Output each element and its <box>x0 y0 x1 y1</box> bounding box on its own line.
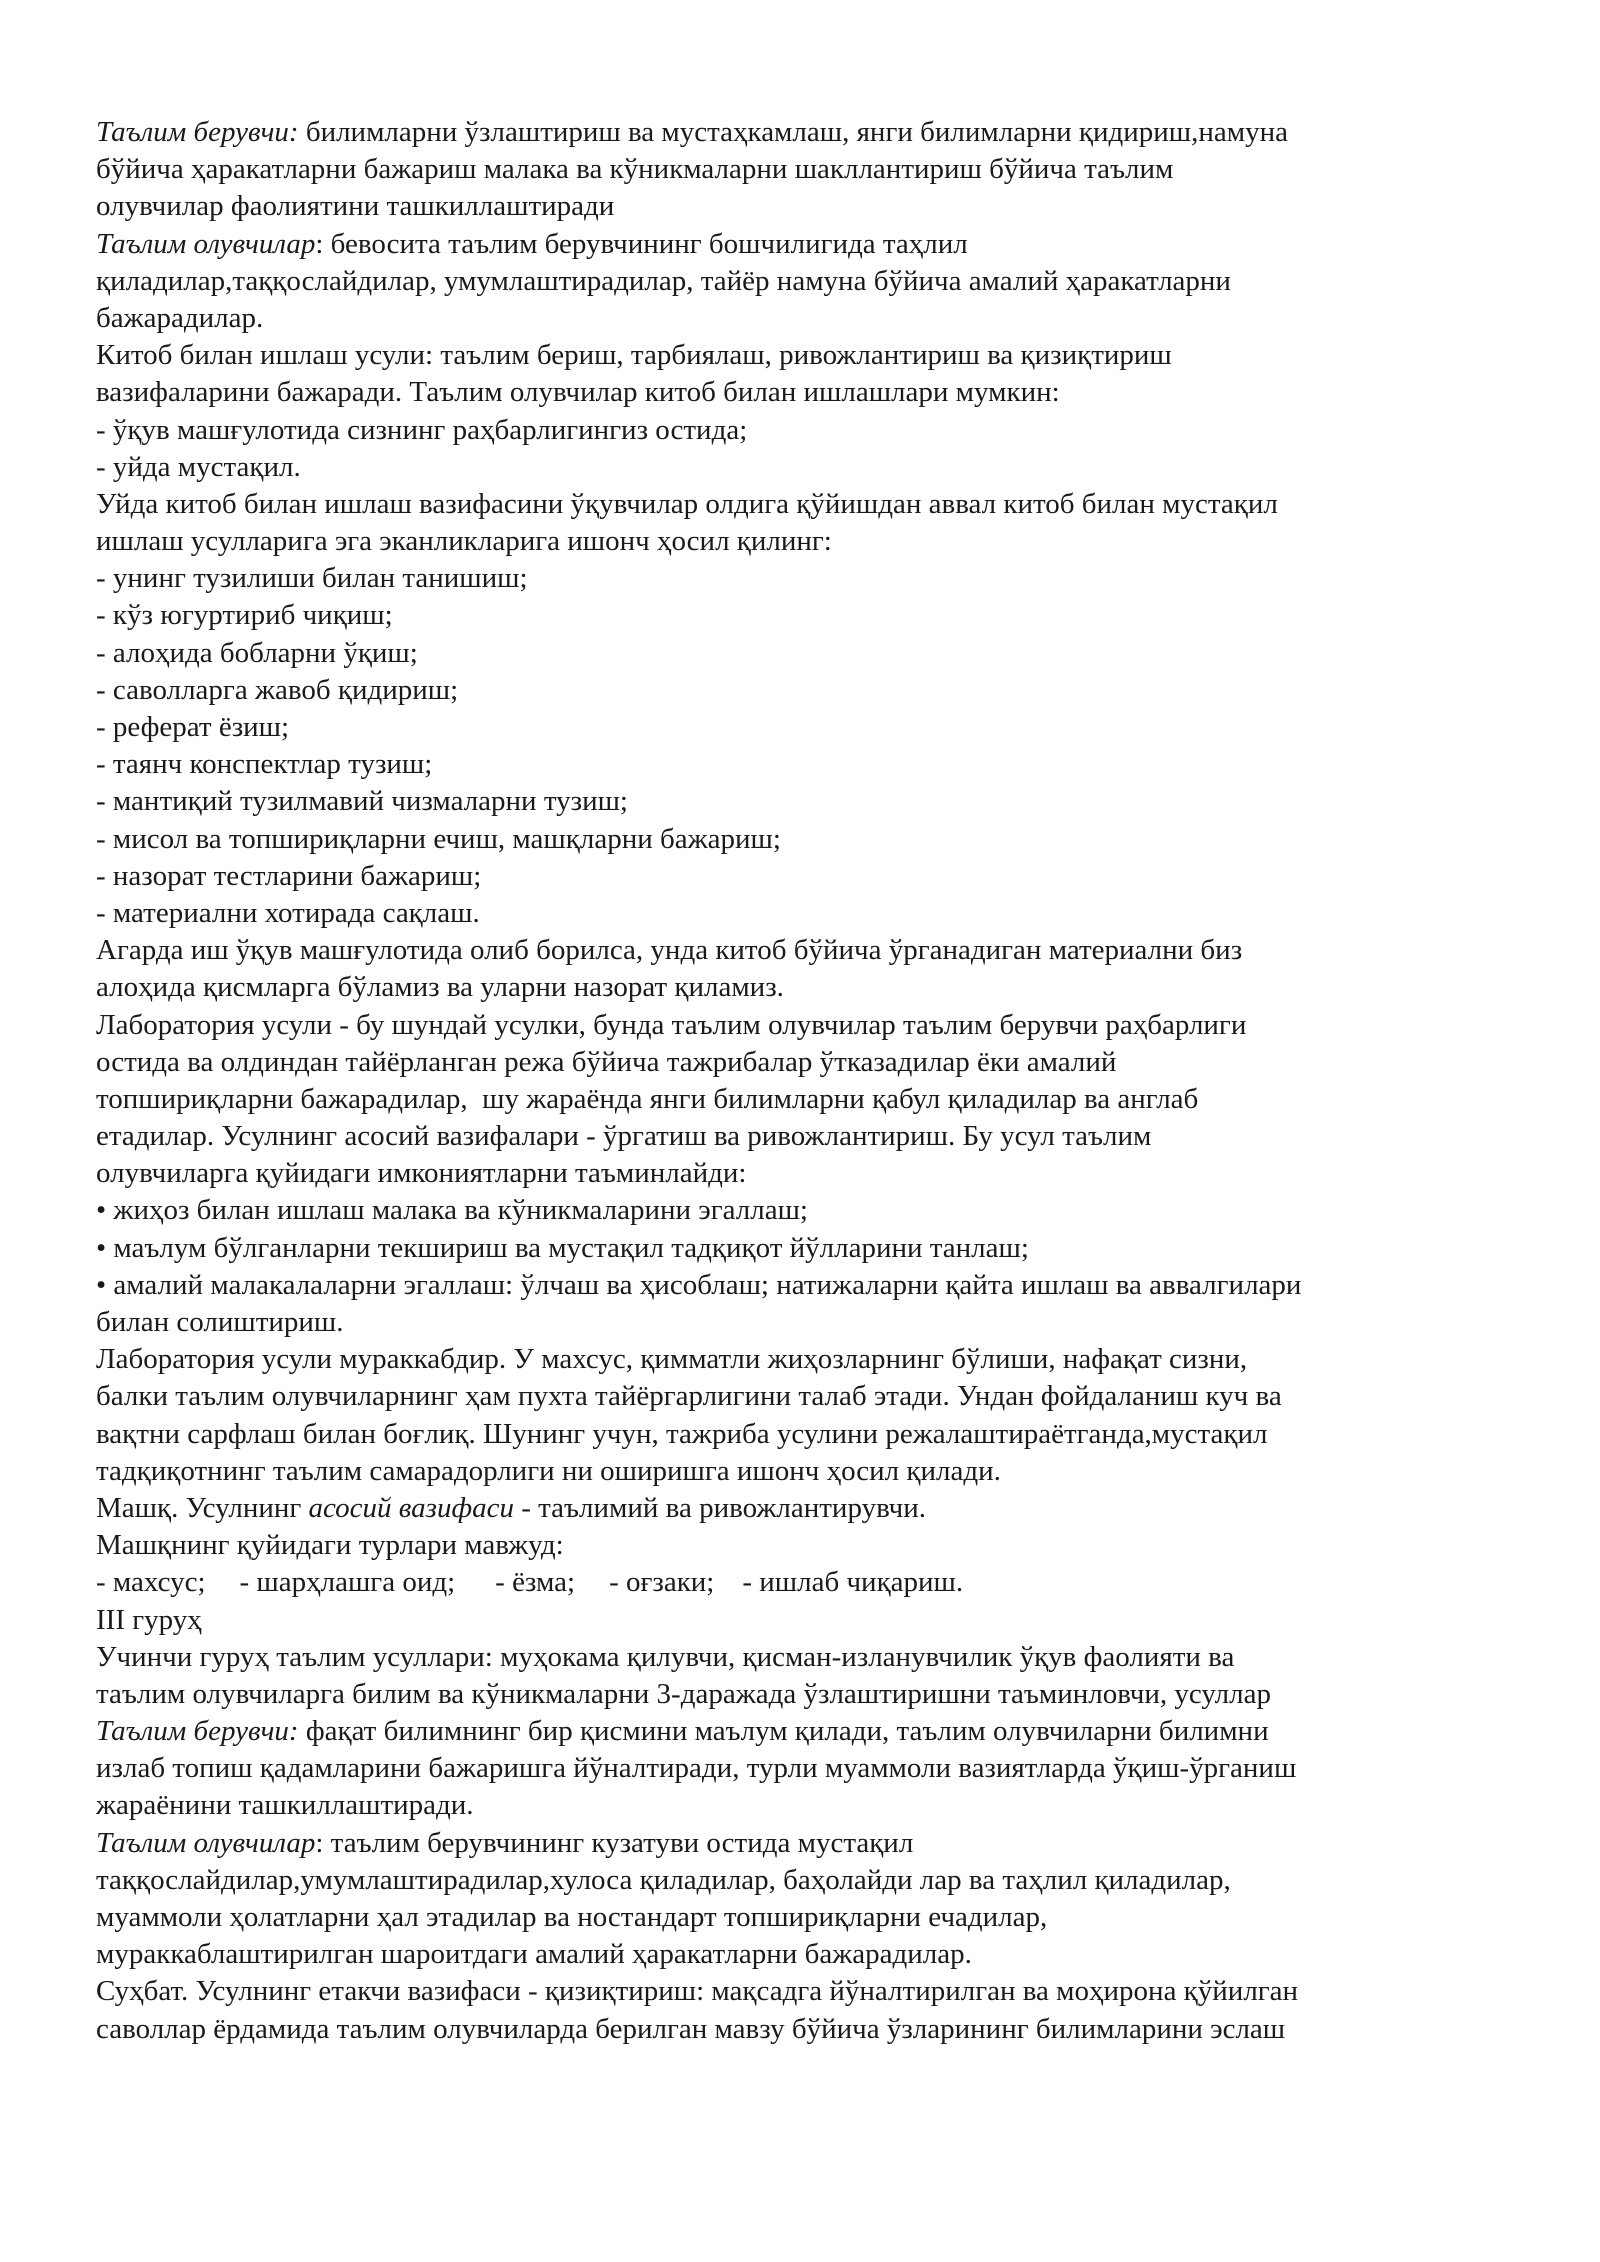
exercise-type-item: - ишлаб чиқариш. <box>742 1566 964 1599</box>
text-line <box>96 449 1496 486</box>
text-line <box>96 1899 1496 1936</box>
text-run: билимларни ўзлаштириш ва мустаҳкамлаш, янги билимларни қидириш,намуна <box>298 116 1288 148</box>
text-run: • маълум бўлганларни текшириш ва мустақил тадқиқот йўлларини танлаш; <box>96 1231 1029 1264</box>
text-line <box>96 1044 1496 1081</box>
text-run: излаб топиш қадамларини бажаришга йўналтиради, турли муаммоли вазиятларда ўқиш-ўрганиш <box>96 1752 1297 1785</box>
text-run: таълим олувчиларга билим ва кўникмаларни 3-даражада ўзлаштиришни таъминловчи, усуллар <box>96 1677 1271 1710</box>
text-line <box>96 858 1496 895</box>
text-run: топшириқларни бажарадилар, шу жараёнда янги билимларни қабул қиладилар ва англаб <box>96 1082 1199 1115</box>
text-run: алоҳида қисмларга бўламиз ва уларни назорат қиламиз. <box>96 971 784 1004</box>
text-line <box>96 672 1496 709</box>
document-page <box>96 114 1496 2048</box>
text-run: вазифаларини бажаради. Таълим олувчилар китоб билан ишлашлари мумкин: <box>96 376 1060 409</box>
text-line <box>96 1378 1496 1415</box>
text-line <box>96 1453 1496 1490</box>
text-run: бажарадилар. <box>96 301 264 334</box>
italic-term: Таълим берувчи: <box>96 1715 299 1748</box>
text-run: жараёнини ташкиллаштиради. <box>96 1789 474 1822</box>
text-run: олувчиларга қуйидаги имкониятларни таъминлайди: <box>96 1157 747 1190</box>
text-line <box>96 1341 1496 1378</box>
text-line <box>96 1490 1496 1527</box>
text-run: остида ва олдиндан тайёрланган режа бўйича тажрибалар ўтказадилар ёки амалий <box>96 1045 1117 1078</box>
text-run: - кўз югуртириб чиқиш; <box>96 599 393 632</box>
text-line <box>96 337 1496 374</box>
text-line <box>96 1007 1496 1044</box>
text-run: Машқ. Усулнинг <box>96 1491 309 1524</box>
text-run: Машқнинг қуйидаги турлари мавжуд: <box>96 1529 564 1562</box>
text-run: : таълим берувчининг кузатуви остида мустақил <box>315 1826 914 1859</box>
text-run: - таълимий ва ривожлантирувчи. <box>513 1491 927 1524</box>
text-run: - назорат тестларини бажариш; <box>96 859 482 892</box>
text-line <box>96 1192 1496 1229</box>
text-line <box>96 1155 1496 1192</box>
text-line <box>96 1862 1496 1899</box>
text-run: - саволларга жавоб қидириш; <box>96 673 459 706</box>
text-run: саволлар ёрдамида таълим олувчиларда берилган мавзу бўйича ўзларининг билимларини эслаш <box>96 2012 1286 2045</box>
text-line <box>96 523 1496 560</box>
text-run: фақат билимнинг бир қисмини маълум қилади, таълим олувчиларни билимни <box>298 1715 1269 1748</box>
text-run: олувчилар фаолиятини ташкиллаштиради <box>96 190 615 223</box>
text-line <box>96 1081 1496 1118</box>
text-run: • амалий малакалаларни эгаллаш: ўлчаш ва ҳисоблаш; натижаларни қайта ишлаш ва аввалгилари <box>96 1268 1302 1301</box>
text-line <box>96 263 1496 300</box>
text-line <box>96 1527 1496 1564</box>
exercise-type-item: - ёзма; <box>495 1566 576 1599</box>
text-run: билан солиштириш. <box>96 1306 344 1338</box>
text-run: муаммоли ҳолатларни ҳал этадилар ва ностандарт топшириқларни ечадилар, <box>96 1901 1048 1933</box>
text-run: қиладилар,таққослайдилар, умумлаштирадилар, тайёр намуна бўйича амалий ҳаракатларни <box>96 264 1231 297</box>
exercise-type-item: - оғзаки; <box>609 1566 715 1599</box>
text-run: - мисол ва топшириқларни ечиш, машқларни бажариш; <box>96 822 781 855</box>
text-line <box>96 1676 1496 1713</box>
text-line <box>96 1118 1496 1155</box>
text-run: ишлаш усулларига эга эканликларига ишонч ҳосил қилинг: <box>96 525 832 558</box>
text-run: - ўқув машғулотида сизнинг раҳбарлигингиз остида; <box>96 413 748 446</box>
text-run: мураккаблаштирилган шароитдаги амалий ҳаракатларни бажарадилар. <box>96 1938 972 1971</box>
text-line <box>96 969 1496 1006</box>
text-run: - материални хотирада сақлаш. <box>96 896 480 929</box>
text-run: - таянч конспектлар тузиш; <box>96 748 433 781</box>
text-line <box>96 821 1496 858</box>
exercise-types-line <box>96 1564 1496 1601</box>
text-line <box>96 188 1496 225</box>
text-run: - унинг тузилиши билан танишиш; <box>96 562 528 595</box>
exercise-type-item: - шарҳлашга оид; <box>239 1566 456 1599</box>
text-run: Суҳбат. Усулнинг етакчи вазифаси - қизиқтириш: мақсадга йўналтирилган ва моҳирона қўйилган <box>96 1975 1299 2008</box>
text-line <box>96 374 1496 411</box>
text-line <box>96 1267 1496 1304</box>
text-line <box>96 114 1496 151</box>
text-line <box>96 1602 1496 1639</box>
text-line <box>96 932 1496 969</box>
text-run: балки таълим олувчиларнинг ҳам пухта тайёргарлигини талаб этади. Ундан фойдаланиш куч ва <box>96 1380 1282 1413</box>
text-line <box>96 746 1496 783</box>
text-line <box>96 151 1496 188</box>
text-line <box>96 1713 1496 1750</box>
text-line <box>96 1416 1496 1453</box>
text-line <box>96 895 1496 932</box>
text-run: вақтни сарфлаш билан боғлиқ. Шунинг учун, тажриба усулини режалаштираётганда,мустақил <box>96 1417 1268 1450</box>
text-run: - уйда мустақил. <box>96 450 301 483</box>
italic-term: Таълим олувчилар <box>96 227 316 260</box>
text-line <box>96 226 1496 263</box>
text-line <box>96 412 1496 449</box>
italic-term: Таълим олувчилар <box>96 1826 316 1859</box>
text-line <box>96 1304 1496 1341</box>
text-line <box>96 635 1496 672</box>
italic-term: Таълим берувчи: <box>96 116 299 148</box>
text-run: бўйича ҳаракатларни бажариш малака ва кўникмаларни шакллантириш бўйича таълим <box>96 153 1174 186</box>
text-run: Китоб билан ишлаш усули: таълим бериш, тарбиялаш, ривожлантириш ва қизиқтириш <box>96 339 1172 372</box>
text-run: таққослайдилар,умумлаштирадилар,хулоса қиладилар, баҳолайди лар ва таҳлил қиладилар, <box>96 1863 1231 1896</box>
text-line <box>96 1639 1496 1676</box>
text-line <box>96 1230 1496 1267</box>
text-line <box>96 2011 1496 2048</box>
text-line <box>96 709 1496 746</box>
text-line <box>96 1973 1496 2010</box>
text-run: - мантиқий тузилмавий чизмаларни тузиш; <box>96 785 628 818</box>
text-run: Лаборатория усули мураккабдир. У махсус, қимматли жиҳозларнинг бўлиши, нафақат сизни, <box>96 1343 1248 1376</box>
text-run: тадқиқотнинг таълим самарадорлиги ни оширишга ишонч ҳосил қилади. <box>96 1454 1001 1487</box>
text-run: Учинчи гуруҳ таълим усуллари: муҳокама қилувчи, қисман-изланувчилик ўқув фаолияти ва <box>96 1640 1235 1673</box>
text-run: Агарда иш ўқув машғулотида олиб борилса, унда китоб бўйича ўрганадиган материални биз <box>96 934 1243 967</box>
text-run: - реферат ёзиш; <box>96 711 290 743</box>
text-run: Уйда китоб билан ишлаш вазифасини ўқувчилар олдига қўйишдан аввал китоб билан мустақил <box>96 487 1278 520</box>
text-line <box>96 1936 1496 1973</box>
text-run: III гуруҳ <box>96 1603 202 1636</box>
text-line <box>96 300 1496 337</box>
text-line <box>96 783 1496 820</box>
text-run: - алоҳида бобларни ўқиш; <box>96 636 418 669</box>
text-line <box>96 1750 1496 1787</box>
text-run: : бевосита таълим берувчининг бошчилигида таҳлил <box>315 227 968 260</box>
text-run: Лаборатория усули - бу шундай усулки, бунда таълим олувчилар таълим берувчи раҳбарлиги <box>96 1008 1247 1041</box>
exercise-type-item: - махсус; <box>96 1566 206 1599</box>
text-run: • жиҳоз билан ишлаш малака ва кўникмаларини эгаллаш; <box>96 1194 808 1227</box>
text-line <box>96 1825 1496 1862</box>
text-line <box>96 560 1496 597</box>
text-line <box>96 486 1496 523</box>
text-run: етадилар. Усулнинг асосий вазифалари - ўргатиш ва ривожлантириш. Бу усул таълим <box>96 1120 1152 1153</box>
italic-term: асосий вазифаси <box>308 1491 514 1524</box>
text-line <box>96 1787 1496 1824</box>
text-line <box>96 597 1496 634</box>
